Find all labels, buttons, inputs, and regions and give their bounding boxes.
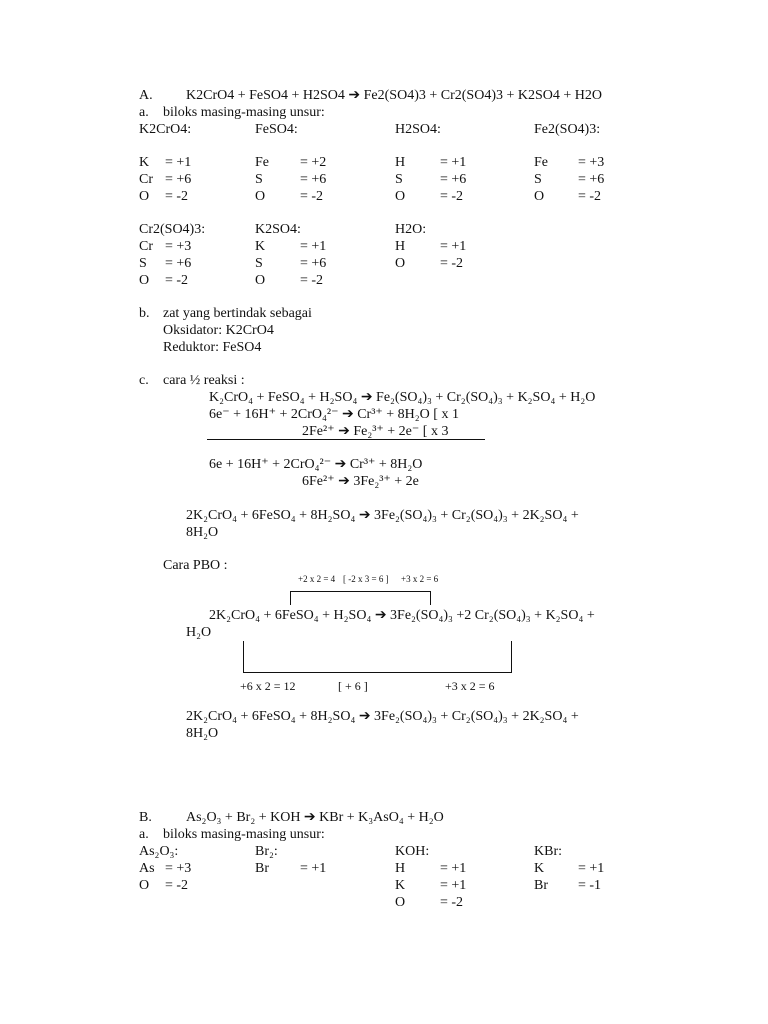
element-symbol: O xyxy=(395,189,406,204)
element-value: = -2 xyxy=(300,273,324,288)
element-symbol: S xyxy=(255,256,263,271)
compound-name: Br₂: xyxy=(255,844,278,859)
element-value: = +6 xyxy=(578,172,605,187)
section-b-part-a-title: biloks masing-masing unsur: xyxy=(163,827,325,842)
element-symbol: As xyxy=(139,861,155,876)
element-value: = +1 xyxy=(300,239,327,254)
element-symbol: O xyxy=(395,895,406,910)
element-symbol: S xyxy=(139,256,147,271)
element-value: = +3 xyxy=(165,861,192,876)
element-value: = +6 xyxy=(300,172,327,187)
section-b-equation: As₂O₃ + Br₂ + KOH ➔ KBr + K₃AsO₄ + H₂O xyxy=(186,810,444,825)
sum-reaction-2: 6Fe²⁺ ➔ 3Fe₂³⁺ + 2e xyxy=(302,474,419,489)
compound-name: K2SO4: xyxy=(255,222,301,237)
element-value: = -2 xyxy=(440,895,464,910)
element-symbol: K xyxy=(395,878,406,893)
pbo-bottom-bracket xyxy=(243,672,512,673)
element-value: = +3 xyxy=(165,239,192,254)
element-symbol: H xyxy=(395,861,406,876)
element-symbol: Cr xyxy=(139,172,153,187)
element-value: = +2 xyxy=(300,155,327,170)
compound-name: FeSO4: xyxy=(255,122,298,137)
half-reaction-2: 2Fe²⁺ ➔ Fe₂³⁺ + 2e⁻ [ x 3 xyxy=(302,424,449,439)
pbo-top-label-1: +2 x 2 = 4 xyxy=(298,574,336,584)
result-half-reaction-line2: 8H₂O xyxy=(186,525,219,540)
part-c-title: cara ½ reaksi : xyxy=(163,373,245,388)
element-value: = +1 xyxy=(440,155,467,170)
sum-reaction-1: 6e + 16H⁺ + 2CrO₄²⁻ ➔ Cr³⁺ + 8H₂O xyxy=(209,457,423,472)
element-symbol: Fe xyxy=(255,155,269,170)
pbo-top-bracket xyxy=(290,591,431,592)
element-symbol: S xyxy=(395,172,403,187)
element-value: = -2 xyxy=(165,189,189,204)
pbo-top-bracket-right xyxy=(430,591,431,605)
reduktor-line: Reduktor: FeSO4 xyxy=(163,340,262,355)
pbo-bottom-label-3: +3 x 2 = 6 xyxy=(445,679,495,693)
element-value: = -2 xyxy=(440,189,464,204)
element-symbol: O xyxy=(395,256,406,271)
element-symbol: Br xyxy=(255,861,269,876)
part-c-label: c. xyxy=(139,373,149,388)
part-a-label: a. xyxy=(139,105,149,120)
section-b-part-a-label: a. xyxy=(139,827,149,842)
oksidator-line: Oksidator: K2CrO4 xyxy=(163,323,274,338)
part-a-title: biloks masing-masing unsur: xyxy=(163,105,325,120)
half-reaction-sum-line xyxy=(207,439,485,440)
compound-name: As₂O₃: xyxy=(139,844,179,859)
element-symbol: O xyxy=(255,189,266,204)
element-symbol: O xyxy=(255,273,266,288)
compound-name: KOH: xyxy=(395,844,430,859)
element-symbol: O xyxy=(534,189,545,204)
compound-name: K2CrO4: xyxy=(139,122,192,137)
element-value: = -2 xyxy=(300,189,324,204)
element-value: = -1 xyxy=(578,878,602,893)
element-symbol: Br xyxy=(534,878,548,893)
element-value: = +1 xyxy=(578,861,605,876)
element-value: = -2 xyxy=(165,878,189,893)
pbo-bottom-bracket-left xyxy=(243,641,244,673)
pbo-top-bracket-left xyxy=(290,591,291,605)
element-value: = +1 xyxy=(440,861,467,876)
pbo-bottom-label-2: [ + 6 ] xyxy=(338,679,368,693)
element-value: = +6 xyxy=(165,172,192,187)
element-value: = +3 xyxy=(578,155,605,170)
element-symbol: K xyxy=(255,239,266,254)
element-symbol: S xyxy=(255,172,263,187)
pbo-top-label-3: +3 x 2 = 6 xyxy=(401,574,439,584)
compound-name: H2O: xyxy=(395,222,427,237)
pbo-top-label-2: [ -2 x 3 = 6 ] xyxy=(343,574,389,584)
pbo-equation-line1: 2K₂CrO₄ + 6FeSO₄ + H₂SO₄ ➔ 3Fe₂(SO₄)₃ +2 Cr₂(SO₄)₃ + K₂SO₄ + xyxy=(209,608,595,623)
element-value: = +1 xyxy=(440,239,467,254)
element-symbol: H xyxy=(395,155,406,170)
element-value: = -2 xyxy=(578,189,602,204)
half-reaction-main: K₂CrO₄ + FeSO₄ + H₂SO₄ ➔ Fe₂(SO₄)₃ + Cr₂(SO₄)₃ + K₂SO₄ + H₂O xyxy=(209,390,596,405)
element-symbol: O xyxy=(139,189,150,204)
element-value: = +1 xyxy=(440,878,467,893)
pbo-equation-line2: H₂O xyxy=(186,625,212,640)
result-pbo-line1: 2K₂CrO₄ + 6FeSO₄ + 8H₂SO₄ ➔ 3Fe₂(SO₄)₃ + Cr₂(SO₄)₃ + 2K₂SO₄ + xyxy=(186,709,579,724)
part-b-label: b. xyxy=(139,306,150,321)
element-value: = +6 xyxy=(440,172,467,187)
element-symbol: Cr xyxy=(139,239,153,254)
compound-name: H2SO4: xyxy=(395,122,441,137)
element-symbol: K xyxy=(139,155,150,170)
element-symbol: Fe xyxy=(534,155,548,170)
element-symbol: S xyxy=(534,172,542,187)
part-b-title: zat yang bertindak sebagai xyxy=(163,306,312,321)
element-value: = +6 xyxy=(165,256,192,271)
compound-name: Fe2(SO4)3: xyxy=(534,122,601,137)
result-half-reaction-line1: 2K₂CrO₄ + 6FeSO₄ + 8H₂SO₄ ➔ 3Fe₂(SO₄)₃ + Cr₂(SO₄)₃ + 2K₂SO₄ + xyxy=(186,508,579,523)
pbo-bottom-label-1: +6 x 2 = 12 xyxy=(240,679,296,693)
element-value: = +1 xyxy=(165,155,192,170)
compound-name: Cr2(SO4)3: xyxy=(139,222,206,237)
element-symbol: H xyxy=(395,239,406,254)
element-symbol: O xyxy=(139,878,150,893)
result-pbo-line2: 8H₂O xyxy=(186,726,219,741)
element-symbol: O xyxy=(139,273,150,288)
element-value: = +1 xyxy=(300,861,327,876)
section-a-equation: K2CrO4 + FeSO4 + H2SO4 ➔ Fe2(SO4)3 + Cr2(SO4)3 + K2SO4 + H2O xyxy=(186,88,603,103)
element-value: = +6 xyxy=(300,256,327,271)
compound-name: KBr: xyxy=(534,844,562,859)
section-b-letter: B. xyxy=(139,810,152,825)
section-a-letter: A. xyxy=(139,88,153,103)
element-value: = -2 xyxy=(440,256,464,271)
pbo-title: Cara PBO : xyxy=(163,558,228,573)
pbo-bottom-bracket-right xyxy=(511,641,512,673)
half-reaction-1: 6e⁻ + 16H⁺ + 2CrO₄²⁻ ➔ Cr³⁺ + 8H₂O [ x 1 xyxy=(209,407,459,422)
element-symbol: K xyxy=(534,861,545,876)
element-value: = -2 xyxy=(165,273,189,288)
